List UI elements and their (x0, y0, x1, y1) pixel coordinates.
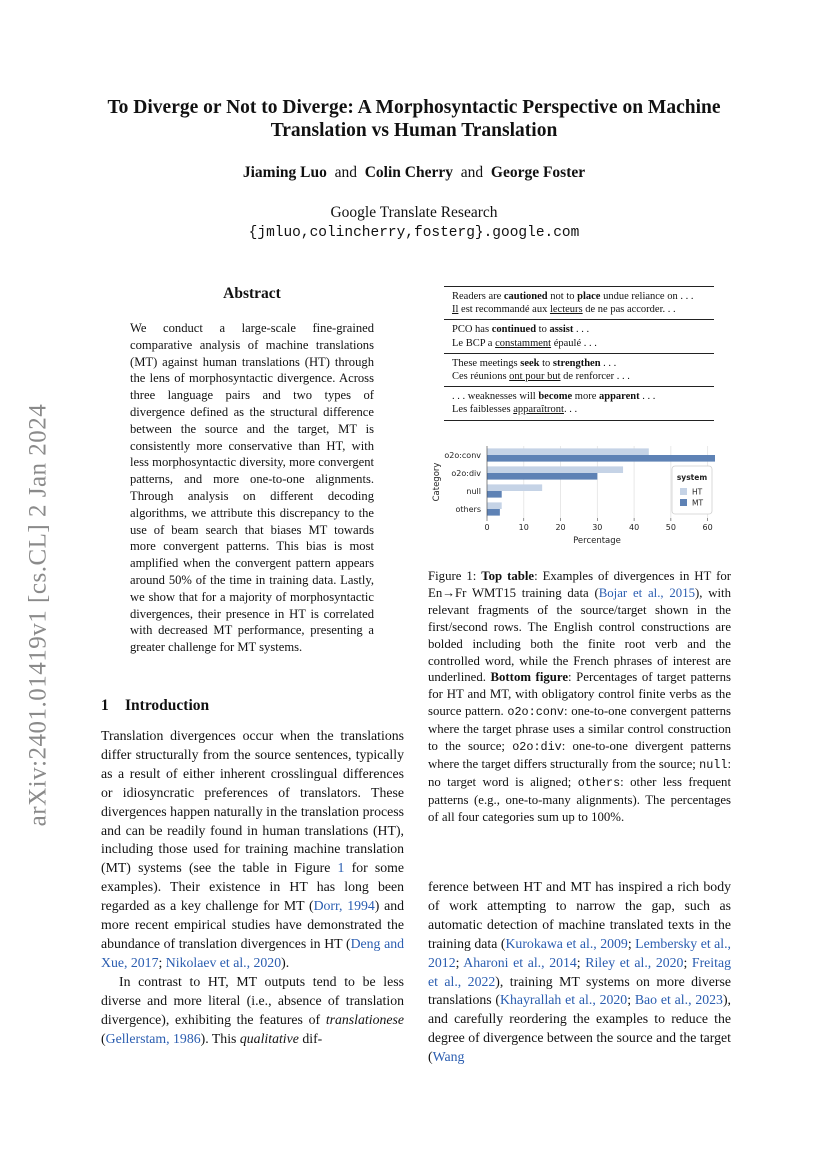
paragraph: ference between HT and MT has inspired a rich body of work attempting to narrow the gap, such as automatic detection of machine translated texts in the training data (Kurokawa et al., 2009; Lembersky et al., 2012; Aharoni et al., 2014; Riley et al., 2020; Freitag et al., 2022), training MT systems on more diverse translations (Khayrallah et al., 2020; Bao et al., 2023), and carefully reordering the examples to reduce the degree of divergence between the source and the target (Wang (428, 879, 731, 1065)
citation-link[interactable]: Wang (432, 1049, 465, 1065)
legend-swatch-mt (680, 499, 687, 506)
text-run: ) and more recent empirical studies have demonstrated the abundance of translation divergences in HT ( (101, 898, 404, 951)
citation-link[interactable]: Dorr, 1994 (313, 898, 375, 914)
bar-ht-o2odiv (487, 466, 623, 473)
text-run: ( (101, 1030, 106, 1046)
y-tick-label: null (466, 487, 481, 496)
bar-ht-o2oconv (487, 448, 649, 455)
abstract-text: We conduct a large-scale fine-grained comparative analysis of machine translations (MT) against human translations (HT) through the lens of morphosyntactic divergence. Across three language pairs and two types of divergence defined as the structural difference between the source and the target, MT is consistently more conservative than HT, with less morphosyntactic diversity, more convergent patterns, and more one-to-one alignments. Through analysis on different decoding algorithms, we attribute this discrepancy to the use of beam search that biases MT towards more convergent patterns. This bias is most amplified when the convergent pattern appears around 50% of the time in training data. Lastly, we show that for a majority of morphosyntactic divergences, their presence in HT is correlated with decreased MT performance, presenting a greater challenge for MT systems. (130, 321, 374, 655)
french-target: Les faiblesses apparaîtront. . . (452, 404, 578, 416)
x-tick-label: 10 (518, 523, 529, 532)
citation-link[interactable]: Kurokawa et al., 2009 (505, 935, 628, 951)
affiliation: Google Translate Research (330, 204, 498, 221)
x-tick-label: 20 (555, 523, 566, 532)
figure-link[interactable]: 1 (337, 860, 345, 876)
french-target: Il est recommandé aux lecteurs de ne pas accorder. . . (452, 304, 676, 316)
figure-caption (428, 568, 731, 826)
caption-text: Figure 1: Top table: Examples of divergences in HT for En→Fr WMT15 training data (Bojar et al., 2015), with relevant fragments of the source/target shown in the first/second rows. The English control constructions are bolded including both the finite root verb and the controlled word, while the French phrases of interest are underlined. Bottom figure: Percentages of target patterns for HT and MT, with obligatory control finite verbs as the source pattern. o2o:conv: one-to-one convergent patterns where the target phrase uses a similar control construction to the source; o2o:div: one-to-one divergent patterns where the target differs structurally from the source; null: no target word is aligned; others: other less frequent patterns (e.g., one-to-many alignments). The percentages of all four categories sum up to 100%. (428, 569, 732, 824)
author-name: George Foster (490, 164, 586, 181)
example-row (444, 286, 714, 319)
bar-mt-null (487, 491, 502, 498)
author-separator: and (460, 164, 484, 181)
y-tick-label: o2o:conv (444, 451, 481, 460)
text-run: dif- (298, 1030, 323, 1046)
bar-mt-o2oconv (487, 455, 715, 462)
legend-title: system (676, 473, 708, 482)
y-axis-label: Category (432, 462, 442, 502)
citation-link[interactable]: Freitag et al., 2022 (428, 954, 731, 989)
citation-link[interactable]: Lembersky et al., 2012 (428, 935, 731, 970)
title-line-2: Translation vs Human Translation (270, 120, 558, 141)
legend-swatch-ht (680, 488, 687, 495)
y-tick-label: o2o:div (451, 469, 481, 478)
text-run: Translation divergences occur when the translations differ structurally from the source sentences, typically as a result of either inherent crosslingual differences or idiosyncratic preferences of translators. These divergences happen naturally in the translation process and can be readily found in human translations (HT), including those used for training machine translation (MT) systems (see the table in Figure (101, 728, 404, 876)
chart-svg (428, 442, 728, 552)
text-run: ). This (200, 1030, 240, 1046)
english-source: . . . weaknesses will become more apparent . . . (452, 391, 656, 403)
arxiv-sidebar (18, 380, 58, 850)
bar-ht-others (487, 502, 502, 509)
text-run: ). (281, 954, 290, 970)
english-source: PCO has continued to assist . . . (452, 324, 590, 336)
bar-mt-others (487, 509, 500, 516)
x-tick-label: 60 (702, 523, 713, 532)
title-line-1: To Diverge or Not to Diverge: A Morphosyntactic Perspective on Machine (107, 97, 721, 118)
emphasis: translationese (325, 1011, 404, 1027)
french-target: Le BCP a constamment épaulé . . . (452, 337, 597, 349)
citation-link[interactable]: Nikolaev et al., 2020 (165, 954, 282, 970)
abstract-heading: Abstract (223, 285, 281, 302)
emphasis: qualitative (239, 1030, 299, 1046)
citation-link[interactable]: Bao et al., 2023 (634, 992, 723, 1008)
citation-link[interactable]: Deng and Xue, 2017 (101, 935, 404, 970)
author-emails: {jmluo,colincherry,fosterg}.google.com (248, 225, 580, 241)
english-source: Readers are cautioned not to place undue reliance on . . . (452, 291, 694, 302)
text-run: ; (158, 954, 166, 970)
bar-ht-null (487, 484, 542, 491)
section-title: Introduction (125, 697, 210, 714)
citation-link[interactable]: Khayrallah et al., 2020 (500, 992, 628, 1008)
section-heading (101, 697, 209, 715)
x-axis-label: Percentage (573, 536, 621, 546)
french-target: Ces réunions ont pour but de renforcer . . . (452, 371, 630, 383)
citation-link[interactable]: Bojar et al., 2015 (598, 585, 695, 600)
paper-title (80, 96, 748, 142)
citation-link[interactable]: Riley et al., 2020 (585, 954, 684, 970)
author-name: Colin Cherry (364, 164, 453, 181)
author-list (80, 164, 748, 182)
abstract-body (130, 320, 374, 656)
section-number: 1 (101, 697, 109, 714)
percentage-bar-chart (428, 442, 728, 552)
arxiv-identifier: arXiv:2401.01419v1 [cs.CL] 2 Jan 2024 (24, 403, 51, 827)
legend-label-ht: HT (692, 487, 703, 497)
x-tick-label: 0 (484, 523, 490, 532)
english-source: These meetings seek to strengthen . . . (452, 357, 617, 369)
legend-label-mt: MT (692, 498, 704, 508)
text-run: for some examples). Their existence in HT has long been regarded as a key challenge for MT ( (101, 860, 405, 914)
divergence-examples-table (444, 286, 714, 421)
paragraph (101, 727, 404, 973)
citation-link[interactable]: Gellerstam, 1986 (105, 1030, 201, 1046)
citation-link[interactable]: Aharoni et al., 2014 (463, 954, 577, 970)
x-tick-label: 50 (665, 523, 676, 532)
author-name: Jiaming Luo (242, 164, 327, 181)
example-row (444, 353, 714, 386)
example-row (444, 319, 714, 352)
x-tick-label: 30 (592, 523, 603, 532)
author-separator: and (334, 164, 357, 181)
x-tick-label: 40 (629, 523, 640, 532)
right-column-text (428, 878, 731, 1067)
paragraph (101, 973, 404, 1049)
text-run: In contrast to HT, MT outputs tend to be less diverse and more literal (i.e., absence of translation divergence), exhibiting the features of (101, 973, 404, 1027)
example-row (444, 386, 714, 420)
left-column-text (101, 727, 404, 1048)
bar-mt-o2odiv (487, 473, 597, 480)
y-tick-label: others (455, 505, 481, 514)
